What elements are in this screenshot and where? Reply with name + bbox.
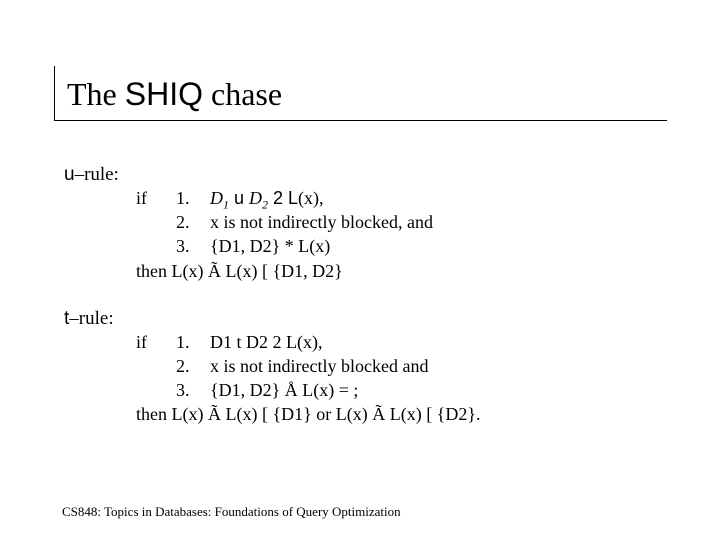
- rule2-item3-num: 3.: [176, 380, 190, 400]
- rule1-then: then L(x) Ã L(x) [ {D1, D2}: [136, 261, 343, 281]
- title-rest: chase: [202, 76, 283, 112]
- rule1-item3-text: {D1, D2} * L(x): [210, 236, 331, 256]
- title-main: The: [67, 76, 125, 112]
- rule1-item2-text: x is not indirectly blocked, and: [210, 212, 433, 232]
- rule2-item3-text: {D1, D2} Å L(x) = ;: [210, 380, 359, 400]
- rule2-if: if: [136, 332, 147, 352]
- rule1-item3-num: 3.: [176, 236, 190, 256]
- rule2-item1-num: 1.: [176, 332, 190, 352]
- rule2-item1-text: D1 t D2 2 L(x),: [210, 332, 323, 352]
- rule1-item1-text: $D_1$ u $D_2$ 2 L(x),: [210, 188, 324, 212]
- title-logic-name: SHIQ: [124, 76, 203, 112]
- rule1-item1-num: 1.: [176, 188, 190, 208]
- rule1-heading: [64, 164, 119, 186]
- rule1-item2-num: 2.: [176, 212, 190, 232]
- rule1-name: –rule:: [74, 164, 119, 185]
- rule2-heading: [64, 308, 114, 330]
- rule2-item2-text: x is not indirectly blocked and: [210, 356, 429, 376]
- rule2-then: then L(x) Ã L(x) [ {D1} or L(x) Ã L(x) [ {D2}.: [136, 404, 481, 424]
- rule1-if: if: [136, 188, 147, 208]
- page-title: [67, 76, 282, 113]
- footer-course-title: CS848: Topics in Databases: Foundations of Query Optimization: [62, 504, 401, 519]
- rule2-name: –rule:: [69, 308, 114, 329]
- rule2-item2-num: 2.: [176, 356, 190, 376]
- rule1-symbol: u: [64, 164, 75, 185]
- title-bar: [54, 66, 667, 121]
- rule2-symbol: t: [64, 308, 70, 329]
